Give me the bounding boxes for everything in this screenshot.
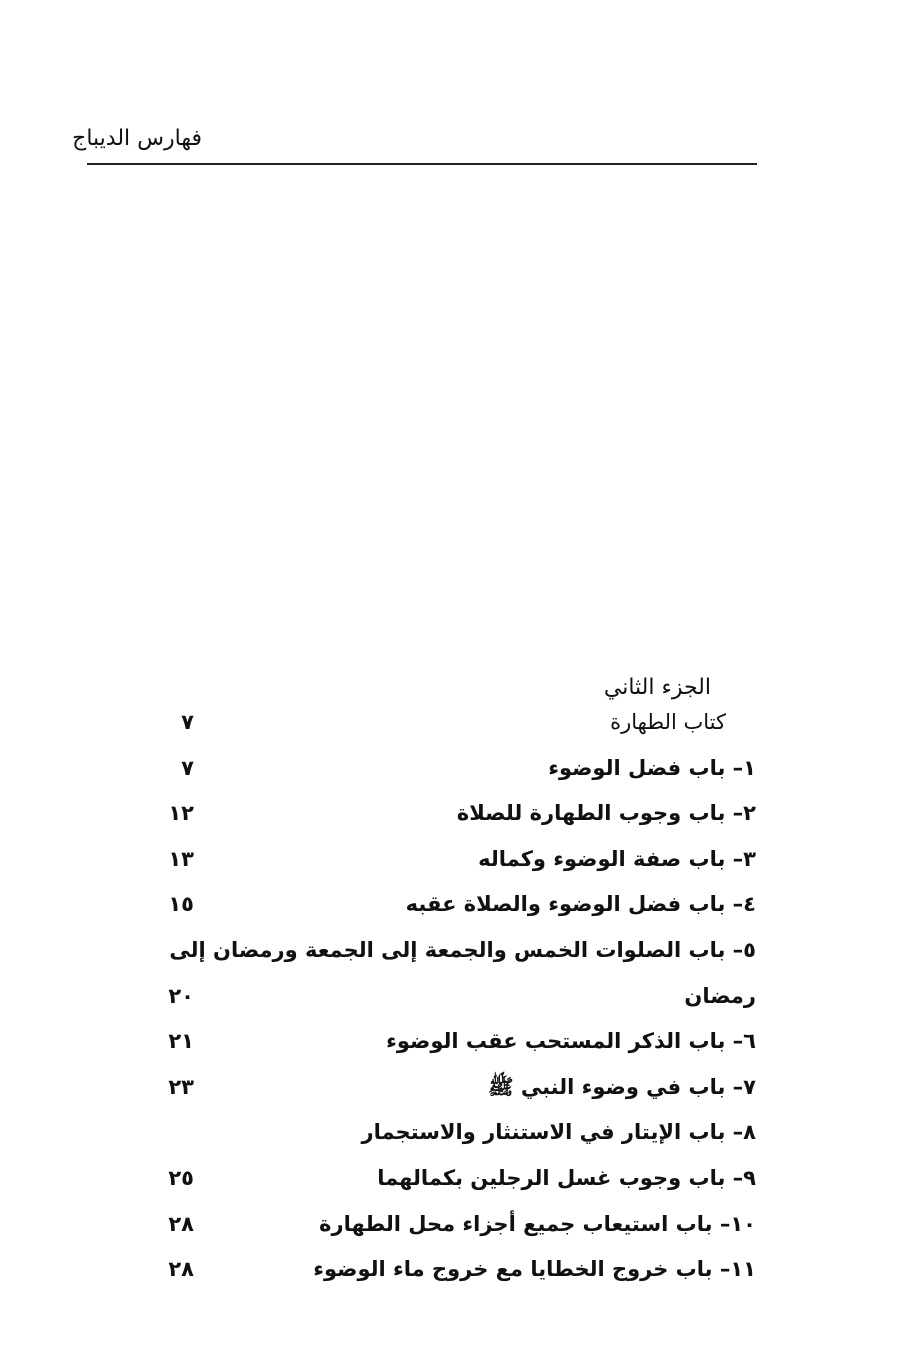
toc-entry xyxy=(0,886,906,932)
toc-entry-page: ٧ xyxy=(181,710,194,734)
toc-entry xyxy=(0,1206,906,1252)
toc-entry xyxy=(0,978,906,1024)
toc-entry-title: ١٠– باب استيعاب جميع أجزاء محل الطهارة xyxy=(319,1211,756,1236)
toc-entry-title: ٤– باب فضل الوضوء والصلاة عقبه xyxy=(405,892,756,917)
toc-entry-page: ٢٠ xyxy=(168,983,194,1008)
toc-entry-page: ٢٨ xyxy=(168,1257,194,1282)
toc-entry-title: ٥– باب الصلوات الخمس والجمعة إلى الجمعة ورمضان إلى xyxy=(169,937,756,962)
toc-entry xyxy=(0,704,906,750)
toc-entry-page: ٢٣ xyxy=(168,1074,194,1099)
toc-entry-page: ١٣ xyxy=(168,846,194,871)
toc-entry xyxy=(0,750,906,796)
toc-entry xyxy=(0,1023,906,1069)
toc-entry xyxy=(0,795,906,841)
header-rule xyxy=(87,163,757,165)
toc-entry-page: ٢٨ xyxy=(168,1211,194,1236)
toc-entry xyxy=(0,1114,906,1160)
toc-entry xyxy=(0,1160,906,1206)
toc-entry xyxy=(0,841,906,887)
toc-entry-title: ٨– باب الإيتار في الاستنثار والاستجمار xyxy=(361,1120,756,1145)
toc-entry xyxy=(0,932,906,978)
part-title: الجزء الثاني xyxy=(603,675,711,700)
toc-entry-title: ٧– باب في وضوء النبي ﷺ xyxy=(488,1074,756,1099)
toc-entry-page: ٢٥ xyxy=(168,1165,194,1190)
toc-entry xyxy=(0,1251,906,1297)
toc-entry-page: ١٢ xyxy=(168,801,194,826)
toc-entry-title: ١– باب فضل الوضوء xyxy=(548,755,756,780)
toc-entry-title: رمضان xyxy=(684,983,756,1008)
toc-entry-title: ١١– باب خروج الخطايا مع خروج ماء الوضوء xyxy=(313,1257,756,1282)
toc-entry-title: ٣– باب صفة الوضوء وكماله xyxy=(478,846,756,871)
running-header: فهارس الديباج xyxy=(72,126,202,151)
toc-entry xyxy=(0,1069,906,1115)
toc-entry-page: ٢١ xyxy=(168,1029,194,1054)
toc-entry-title: ٢– باب وجوب الطهارة للصلاة xyxy=(456,801,756,826)
toc-entry-title: كتاب الطهارة xyxy=(610,710,726,734)
toc-entry-title: ٦– باب الذكر المستحب عقب الوضوء xyxy=(386,1029,756,1054)
toc-entry-title: ٩– باب وجوب غسل الرجلين بكمالهما xyxy=(377,1165,756,1190)
table-of-contents xyxy=(0,704,906,1297)
toc-entry-page: ٧ xyxy=(181,755,194,780)
toc-entry-page: ١٥ xyxy=(168,892,194,917)
